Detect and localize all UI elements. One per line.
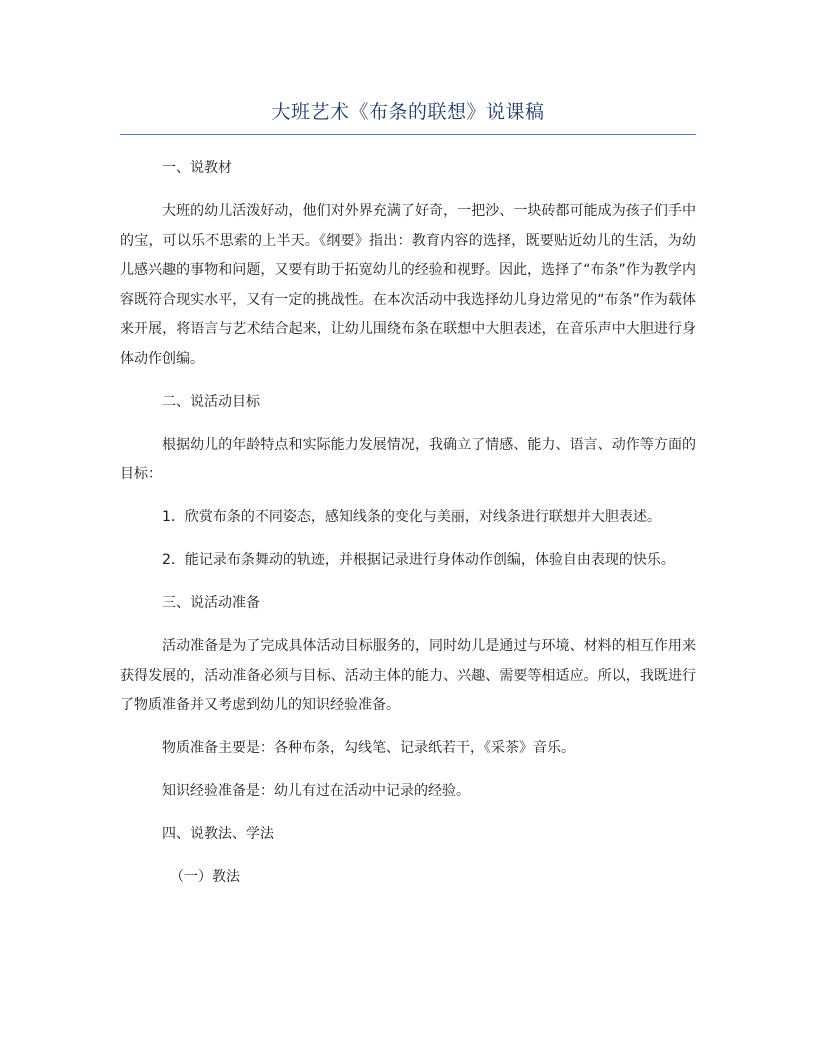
section-heading-activity-goals: 二、说活动目标 [162,393,260,410]
goal-item-1: 1．欣赏布条的不同姿态，感知线条的变化与美丽，对线条进行联想并大胆表述。 [162,509,661,525]
paragraph-teaching-material: 大班的幼儿活泼好动，他们对外界充满了好奇，一把沙、一块砖都可能成为孩子们手中的宝，可以乐不思索的上半天。《纲要》指出：教育内容的选择，既要贴近幼儿的生活，为幼儿感兴趣的事物和问题，又要有助于拓宽幼儿的经验和视野。因此，选择了“布条”作为教学内容既符合现实水平，又有一定的挑战性。在本次活动中我选择幼儿身边常见的“布条”作为载体来开展，将语言与艺术结合起来，让幼儿围绕布条在联想中大胆表述，在音乐声中大胆进行身体动作创编。 [120,203,696,367]
paragraph-knowledge-preparation: 知识经验准备是：幼儿有过在活动中记录的经验。 [162,783,470,799]
goal-item-2: 2．能记录布条舞动的轨迹，并根据记录进行身体动作创编，体验自由表现的快乐。 [162,552,675,568]
document-title: 大班艺术《布条的联想》说课稿 [271,101,545,123]
title-divider [120,134,696,135]
paragraph-preparation: 活动准备是为了完成具体活动目标服务的，同时幼儿是通过与环境、材料的相互作用来获得发展的，活动准备必须与目标、活动主体的能力、兴趣、需要等相适应。所以，我既进行了物质准备并又考虑到幼儿的知识经验准备。 [120,638,696,713]
section-heading-methods: 四、说教法、学法 [162,826,274,842]
section-heading-teaching-material: 一、说教材 [162,160,232,176]
section-heading-activity-preparation: 三、说活动准备 [162,595,260,611]
subheading-teaching-method: （一）教法 [170,869,240,885]
document-body [120,154,696,906]
paragraph-material-preparation: 物质准备主要是：各种布条，勾线笔、记录纸若干，《采茶》音乐。 [162,740,575,756]
paragraph-goals-intro: 根据幼儿的年龄特点和实际能力发展情况，我确立了情感、能力、语言、动作等方面的目标： [120,436,696,482]
